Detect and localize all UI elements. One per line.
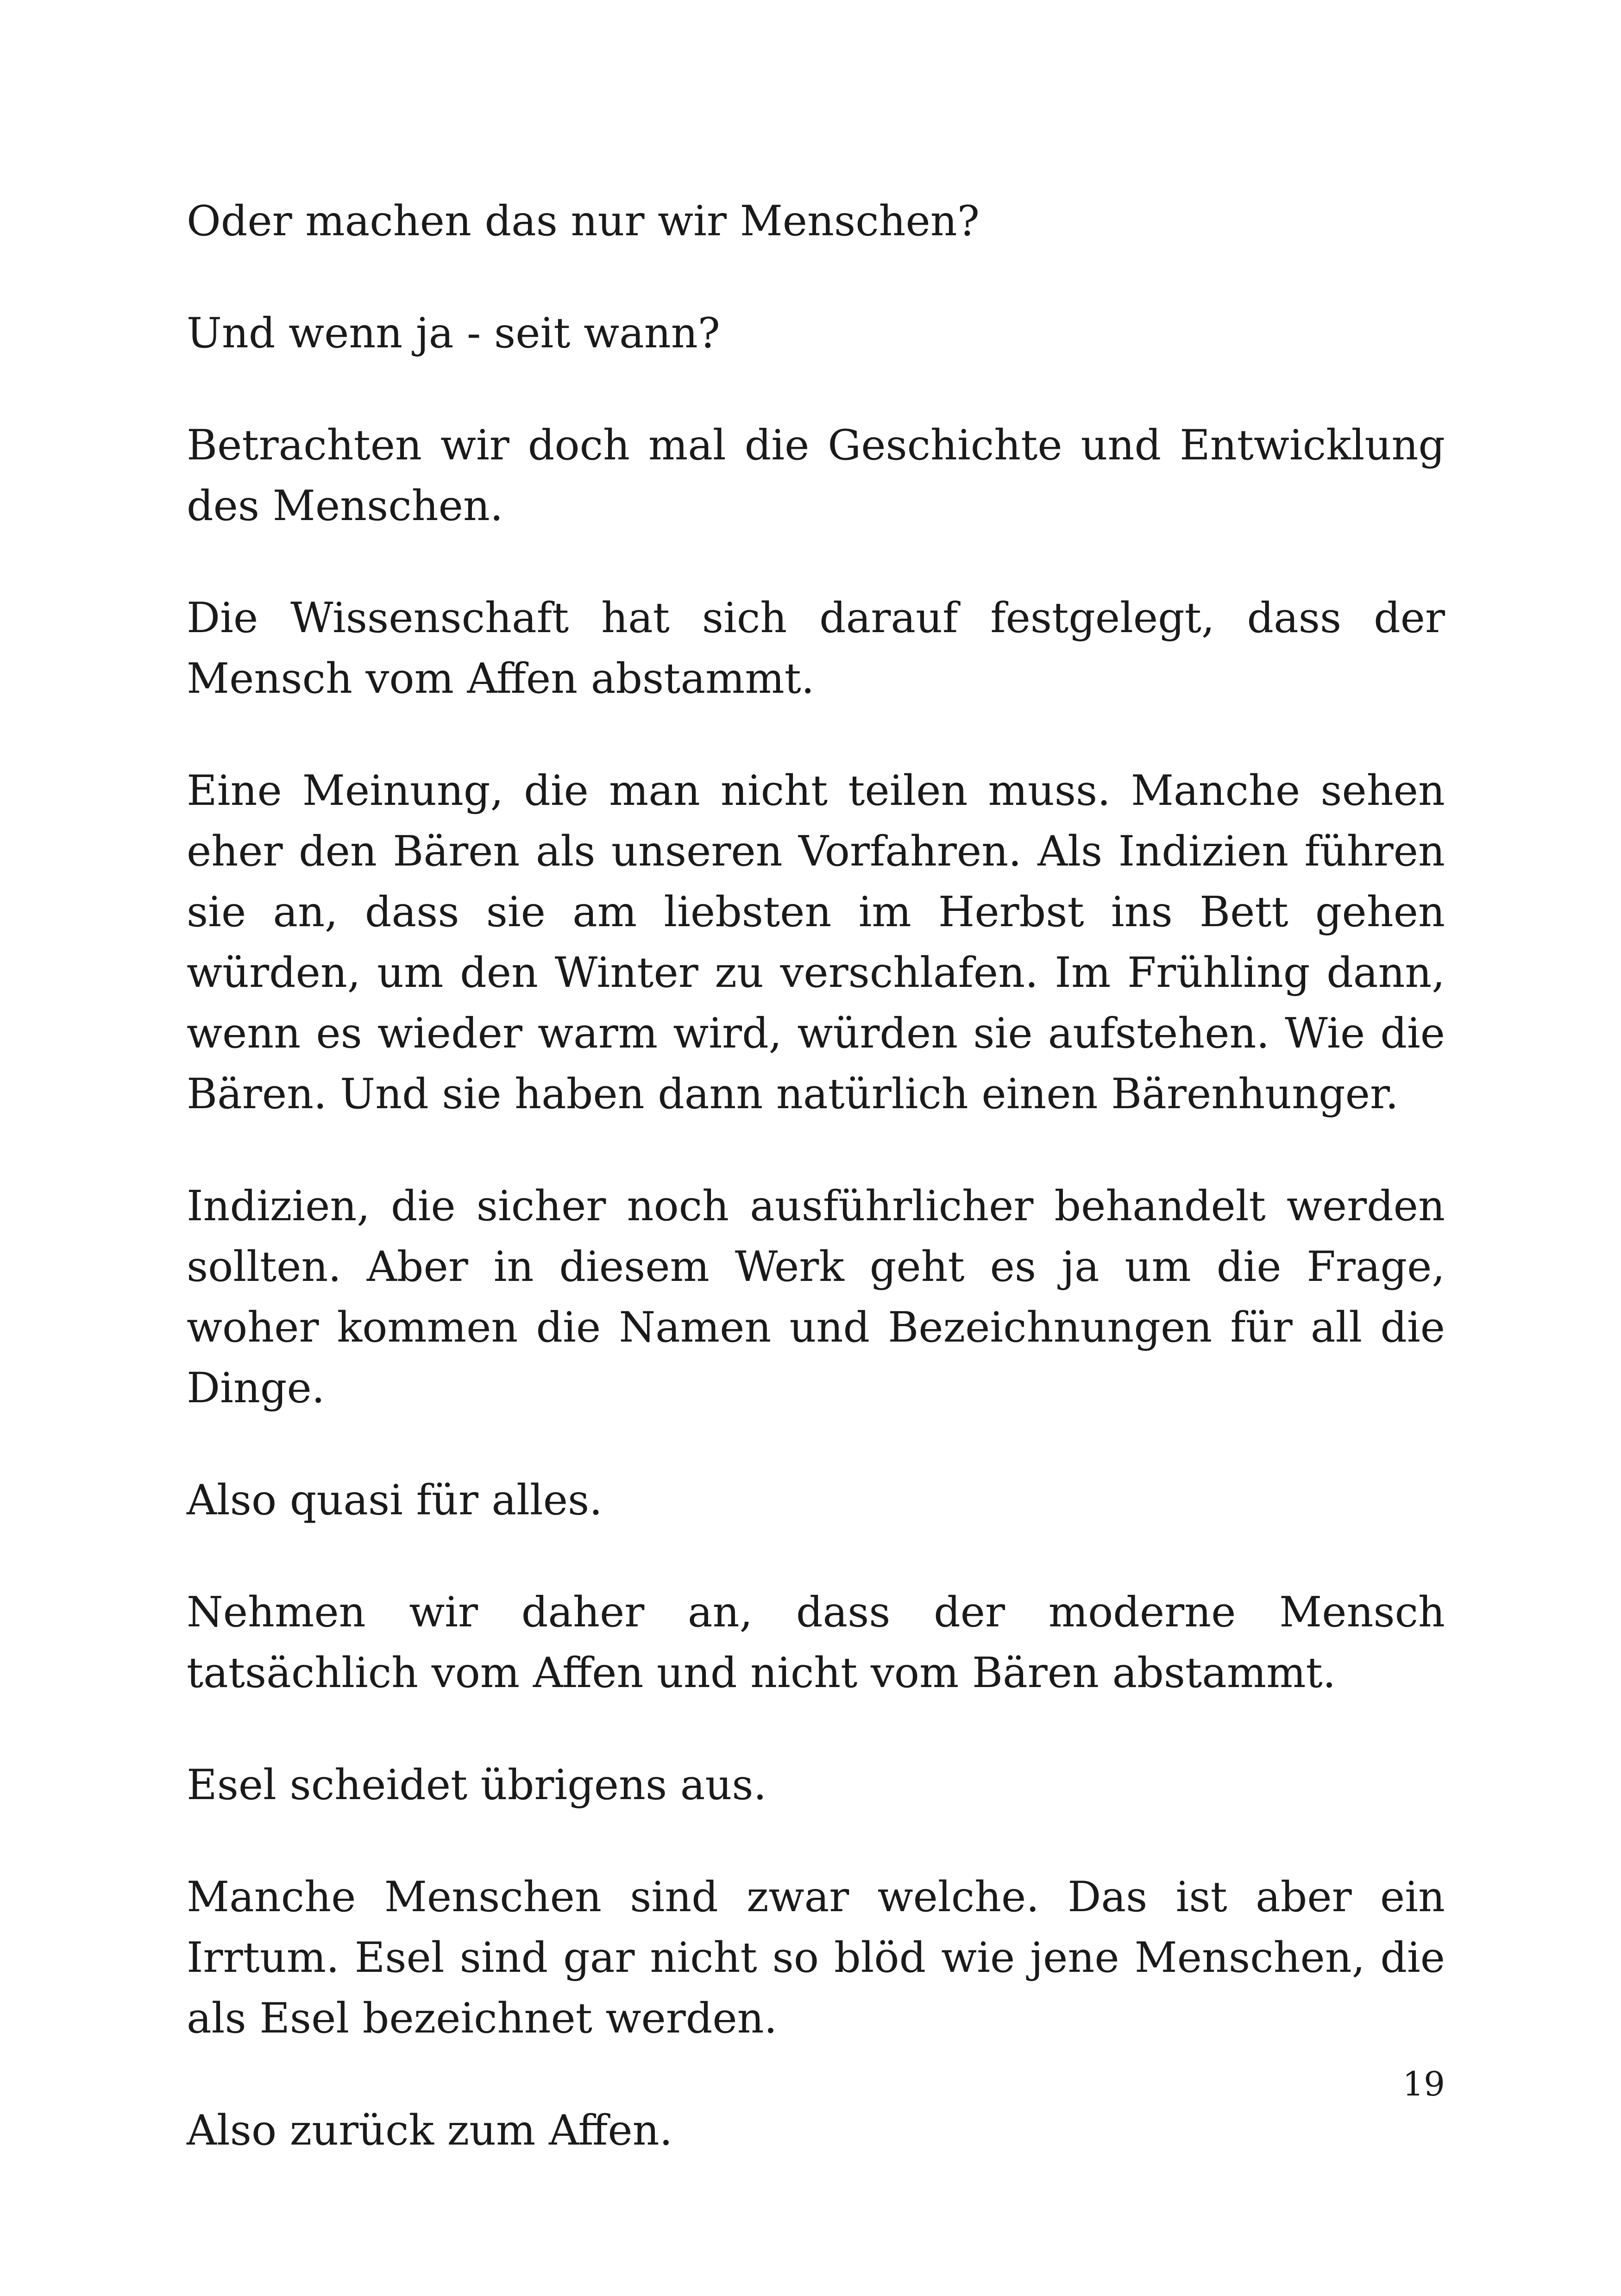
page-number: 19 (1402, 2064, 1445, 2103)
paragraph: Also zurück zum Affen. (187, 2106, 673, 2155)
paragraph: Und wenn ja - seit wann? (187, 309, 720, 358)
paragraph: Eine Meinung, die man nicht teilen muss. Manche sehen eher den Bären als unseren Vorfahren. Als Indizien führen sie an, dass sie am liebsten im Herbst ins Bett gehen würden, um den Winter zu verschlafen. Im Frühling dann, wenn es wieder warm wird, würden sie aufstehen. Wie die Bären. Und sie haben dann natürlich einen Bärenhunger. (187, 766, 1445, 1118)
paragraph: Indizien, die sicher noch ausführlicher behandelt werden sollten. Aber in diesem Werk geht es ja um die Frage, woher kommen die Namen und Bezeichnungen für all die Dinge. (187, 1182, 1445, 1412)
paragraph: Esel scheidet übrigens aus. (187, 1761, 767, 1809)
paragraph: Betrachten wir doch mal die Geschichte und Entwicklung des Menschen. (187, 421, 1445, 530)
paragraph: Also quasi für alles. (187, 1476, 603, 1524)
body-text (187, 191, 1445, 2161)
paragraph: Manche Menschen sind zwar welche. Das ist aber ein Irrtum. Esel sind gar nicht so blöd wie jene Menschen, die als Esel bezeichnet werden. (187, 1873, 1445, 2043)
paragraph: Oder machen das nur wir Menschen? (187, 197, 980, 245)
paragraph: Nehmen wir daher an, dass der moderne Mensch tatsächlich vom Affen und nicht vom Bären abstammt. (187, 1588, 1445, 1697)
paragraph: Die Wissenschaft hat sich darauf festgelegt, dass der Mensch vom Affen abstammt. (187, 594, 1445, 703)
